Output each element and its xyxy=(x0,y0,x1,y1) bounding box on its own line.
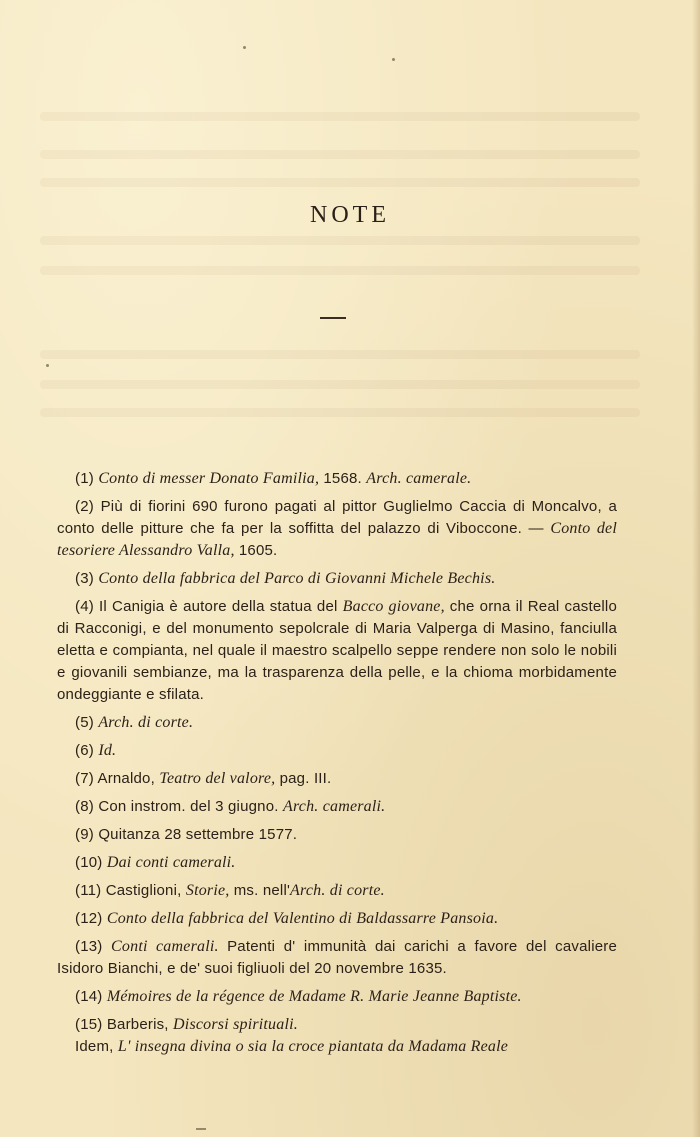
footnote xyxy=(57,796,617,818)
footnote-citation: Conto del tesoriere Alessandro Valla, xyxy=(57,520,617,559)
footnote-citation: Dai conti camerali. xyxy=(106,854,236,871)
footnote-text: pag. III. xyxy=(279,770,332,787)
footnote-citation: Arch. camerale. xyxy=(366,470,472,487)
heading-rule xyxy=(320,317,346,319)
footnote xyxy=(57,568,617,590)
footnote-text: Il Canigia è autore della statua del xyxy=(99,598,343,615)
footnote-number: (6) xyxy=(75,742,99,759)
footnote xyxy=(57,986,617,1008)
footnote-text: Castiglioni, xyxy=(105,882,186,899)
footnote-citation: Conti camerali. xyxy=(111,938,228,955)
footnote-number: (1) xyxy=(75,470,99,487)
footnote xyxy=(57,712,617,734)
footnote-citation: Teatro del valore, xyxy=(159,770,280,787)
notes-list xyxy=(57,468,617,1064)
show-through-line xyxy=(40,380,640,389)
footnote xyxy=(57,852,617,874)
footnote xyxy=(57,740,617,762)
paper-fleck xyxy=(392,58,395,61)
footnote-text: che orna il Real castello di Racconigi, e del monumento sepolcrale di Maria Valperga di Masino, fanciulla eletta e compianta, nel quale il maestro scalpello seppe rendere non solo le nobili e giovanili sembianze, ma la trasparenza della pelle, e la chioma morbidamente ondeggiante e sfilata. xyxy=(57,598,617,703)
footnote-number: (8) xyxy=(75,798,99,815)
footnote xyxy=(57,824,617,846)
footnote xyxy=(57,468,617,490)
footnote-citation: Storie, xyxy=(185,882,234,899)
footnote-text: 1568. xyxy=(323,470,367,487)
footnote-citation: L' insegna divina o sia la croce piantata da Madama Reale xyxy=(117,1038,509,1055)
footnote-number: (10) xyxy=(75,854,107,871)
footnote-citation: Mémoires de la régence de Madame R. Marie Jeanne Baptiste. xyxy=(106,988,522,1005)
footnote xyxy=(57,496,617,562)
footnote xyxy=(57,596,617,706)
footnote xyxy=(57,908,617,930)
footnote-text: 1605. xyxy=(238,542,278,559)
page-edge-shadow xyxy=(692,0,700,1137)
footnote-citation: Id. xyxy=(98,742,117,759)
paper-fleck xyxy=(46,364,49,367)
paper-fleck xyxy=(243,46,246,49)
show-through-line xyxy=(40,266,640,275)
footnote-number: (11) xyxy=(75,882,106,899)
bottom-mark xyxy=(196,1128,206,1130)
footnote-citation: Arch. di corte. xyxy=(98,714,194,731)
footnote-number: (9) xyxy=(75,826,99,843)
footnote-number: (2) xyxy=(75,498,101,515)
footnote-citation: Arch. di corte. xyxy=(290,882,385,899)
footnote-citation: Conto della fabbrica del Valentino di Baldassarre Pansoia. xyxy=(106,910,499,927)
footnote-citation: Bacco giovane, xyxy=(342,598,450,615)
footnote xyxy=(57,768,617,790)
footnote-text: Quitanza 28 settembre 1577. xyxy=(98,826,298,843)
footnote-text: Con instrom. del 3 giugno. xyxy=(98,798,283,815)
footnote xyxy=(57,1014,617,1036)
footnote-number: (15) xyxy=(75,1016,107,1033)
footnote-text: Arnaldo, xyxy=(97,770,160,787)
footnote-text: Barberis, xyxy=(106,1016,174,1033)
footnote-number: (14) xyxy=(75,988,107,1005)
page-heading: NOTE xyxy=(310,202,390,228)
show-through-line xyxy=(40,178,640,187)
footnote xyxy=(57,936,617,980)
footnote-citation: Conto di messer Donato Familia, xyxy=(98,470,324,487)
footnote-citation: Arch. camerali. xyxy=(282,798,386,815)
footnote-number: (5) xyxy=(75,714,99,731)
footnote-number: (13) xyxy=(75,938,112,955)
footnote xyxy=(57,880,617,902)
show-through-line xyxy=(40,236,640,245)
footnote-number: (12) xyxy=(75,910,107,927)
footnote-citation: Discorsi spirituali. xyxy=(173,1016,298,1033)
footnote-text: Idem, xyxy=(75,1038,118,1055)
footnote-text: Più di fiorini 690 furono pagati al pittor Guglielmo Caccia di Moncalvo, a conto delle pitture che fa per la soffitta del palazzo di Viboccone. — xyxy=(57,498,617,537)
footnote-number: (4) xyxy=(75,598,100,615)
footnote-text: ms. nell' xyxy=(233,882,291,899)
footnote-number: (3) xyxy=(75,570,99,587)
footnote-citation: Conto della fabbrica del Parco di Giovanni Michele Bechis. xyxy=(98,570,496,587)
footnote-text: Patenti d' immunità dai carichi a favore del cavaliere Isidoro Bianchi, e de' suoi figliuoli del 20 novembre 1635. xyxy=(57,938,618,977)
show-through-line xyxy=(40,408,640,417)
footnote xyxy=(57,1036,617,1058)
show-through-line xyxy=(40,150,640,159)
show-through-line xyxy=(40,350,640,359)
show-through-line xyxy=(40,112,640,121)
footnote-number: (7) xyxy=(75,770,98,787)
